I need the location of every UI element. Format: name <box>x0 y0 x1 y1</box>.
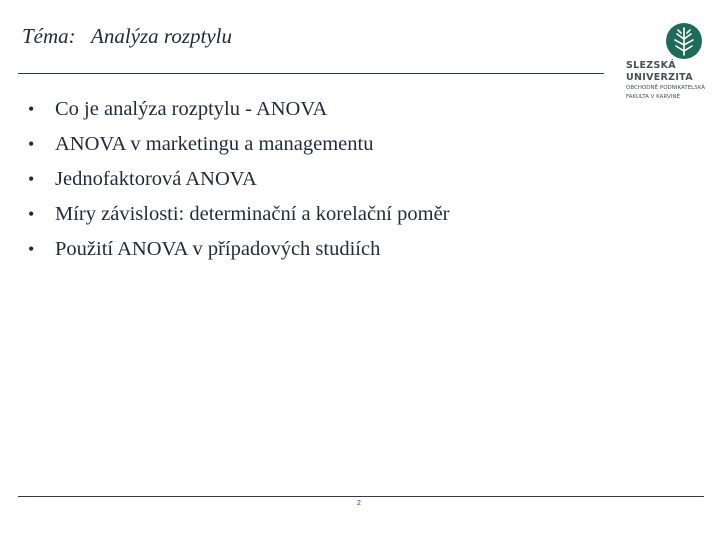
slide-title: Téma: Analýza rozptylu <box>22 24 232 48</box>
footer-divider <box>18 496 704 497</box>
logo-line-2: UNIVERZITA <box>626 72 693 83</box>
list-item <box>28 197 450 232</box>
list-item-text: Co je analýza rozptylu - ANOVA <box>55 98 328 120</box>
list-item-text: Míry závislosti: determinační a korelační poměr <box>55 203 450 225</box>
list-item <box>28 127 450 162</box>
list-item <box>28 232 450 267</box>
bullet-icon: • <box>28 169 35 189</box>
list-item <box>28 92 450 127</box>
logo-line-1: SLEZSKÁ <box>626 60 676 71</box>
list-item-text: ANOVA v marketingu a managementu <box>55 133 374 155</box>
list-item <box>28 162 450 197</box>
list-item-text: Použití ANOVA v případových studiích <box>55 238 381 260</box>
logo-subtitle-2: FAKULTA V KARVINÉ <box>626 94 680 100</box>
university-emblem-icon <box>624 22 704 62</box>
bullet-icon: • <box>28 134 35 154</box>
bullet-icon: • <box>28 239 35 259</box>
bullet-icon: • <box>28 99 35 119</box>
title-divider <box>18 73 604 74</box>
list-item-text: Jednofaktorová ANOVA <box>55 168 257 190</box>
topic-list <box>28 92 450 267</box>
university-logo <box>624 22 704 104</box>
logo-subtitle-1: OBCHODNĚ PODNIKATELSKÁ <box>626 85 706 91</box>
page-number: 2 <box>357 500 361 507</box>
bullet-icon: • <box>28 204 35 224</box>
